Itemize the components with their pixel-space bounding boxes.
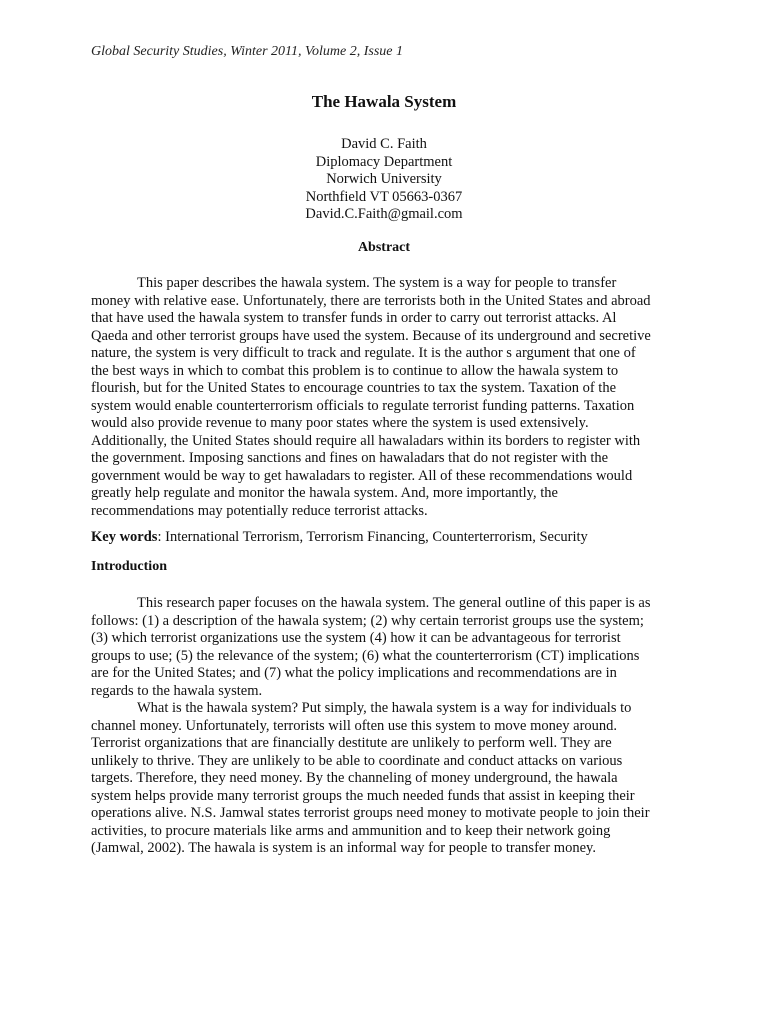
abstract-line: nature, the system is very difficult to track and regulate. It is the author s argument that one of (91, 345, 636, 361)
intro-line: What is the hawala system? Put simply, the hawala system is a way for individuals to (137, 700, 632, 716)
author-name: David C. Faith (341, 136, 427, 152)
author-department: Diplomacy Department (315, 153, 453, 170)
intro-line: (3) which terrorist organizations use the system (4) how it can be advantageous for terrorist (91, 630, 621, 646)
abstract-line: greatly help regulate and monitor the hawala system. And, more importantly, the (91, 485, 558, 501)
running-head: Global Security Studies, Winter 2011, Volume 2, Issue 1 (91, 44, 403, 59)
keywords-label: Key words (91, 529, 158, 545)
abstract-line: This paper describes the hawala system. The system is a way for people to transfer (137, 275, 617, 291)
intro-line: are for the United States; and (7) what the policy implications and recommendations are in (91, 665, 617, 681)
intro-line: system helps provide many terrorist groups the much needed funds that assist in keeping their (91, 787, 635, 804)
abstract-line: system would enable counterterrorism officials to regulate terrorist funding patterns. Taxation (91, 397, 635, 414)
intro-line: operations alive. N.S. Jamwal states terrorist groups need money to motivate people to join their (91, 805, 650, 821)
intro-line: follows: (1) a description of the hawala system; (2) why certain terrorist groups use the system; (91, 612, 644, 629)
author-block (0, 136, 768, 224)
intro-line: This research paper focuses on the hawala system. The general outline of this paper is as (137, 595, 651, 611)
author-email: David.C.Faith@gmail.com (305, 206, 463, 222)
intro-line: channel money. Unfortunately, terrorists will often use this system to move money around. (91, 717, 618, 734)
abstract-line: recommendations may potentially reduce terrorist attacks. (91, 502, 428, 519)
abstract-paragraph (91, 275, 683, 520)
abstract-line: flourish, but for the United States to encourage countries to tax the system. Taxation of the (91, 380, 617, 396)
introduction-body (91, 595, 683, 858)
abstract-line: Additionally, the United States should require all hawaladars within its borders to register with (91, 432, 641, 449)
intro-line: unlikely to thrive. They are unlikely to be able to coordinate and conduct attacks on various (91, 752, 623, 769)
keywords-text: : International Terrorism, Terrorism Financing, Counterterrorism, Security (157, 529, 588, 545)
intro-line: Terrorist organizations that are financially destitute are unlikely to perform well. They are (91, 735, 612, 751)
author-address: Northfield VT 05663-0367 (305, 188, 463, 205)
intro-line: activities, to procure materials like arms and ammunition and to keep their network going (91, 822, 611, 839)
abstract-line: the best ways in which to combat this problem is to continue to allow the hawala system to (91, 362, 619, 379)
intro-line: groups to use; (5) the relevance of the system; (6) what the counterterrorism (CT) implications (91, 647, 640, 664)
abstract-line: the government. Imposing sanctions and fines on hawaladars that do not register with the (91, 450, 609, 466)
intro-line: regards to the hawala system. (91, 682, 263, 699)
abstract-line: would also provide revenue to many poor states where the system is used extensively. (91, 415, 589, 431)
intro-line: (Jamwal, 2002). The hawala is system is an informal way for people to transfer money. (91, 840, 596, 856)
paper-title: The Hawala System (311, 92, 457, 111)
abstract-line: Qaeda and other terrorist groups have used the system. Because of its underground and secretive (91, 327, 651, 344)
abstract-heading: Abstract (357, 240, 411, 255)
abstract-line: government would be way to get hawaladars to register. All of these recommendations would (91, 467, 633, 484)
introduction-heading: Introduction (91, 559, 167, 574)
intro-line: targets. Therefore, they need money. By the channeling of money underground, the hawala (91, 770, 618, 786)
abstract-line: that have used the hawala system to transfer funds in order to carry out terrorist attacks. Al (91, 310, 617, 326)
abstract-line: money with relative ease. Unfortunately, there are terrorists both in the United States and abroad (91, 292, 651, 309)
keywords-line (91, 529, 588, 546)
author-institution: Norwich University (326, 171, 442, 187)
